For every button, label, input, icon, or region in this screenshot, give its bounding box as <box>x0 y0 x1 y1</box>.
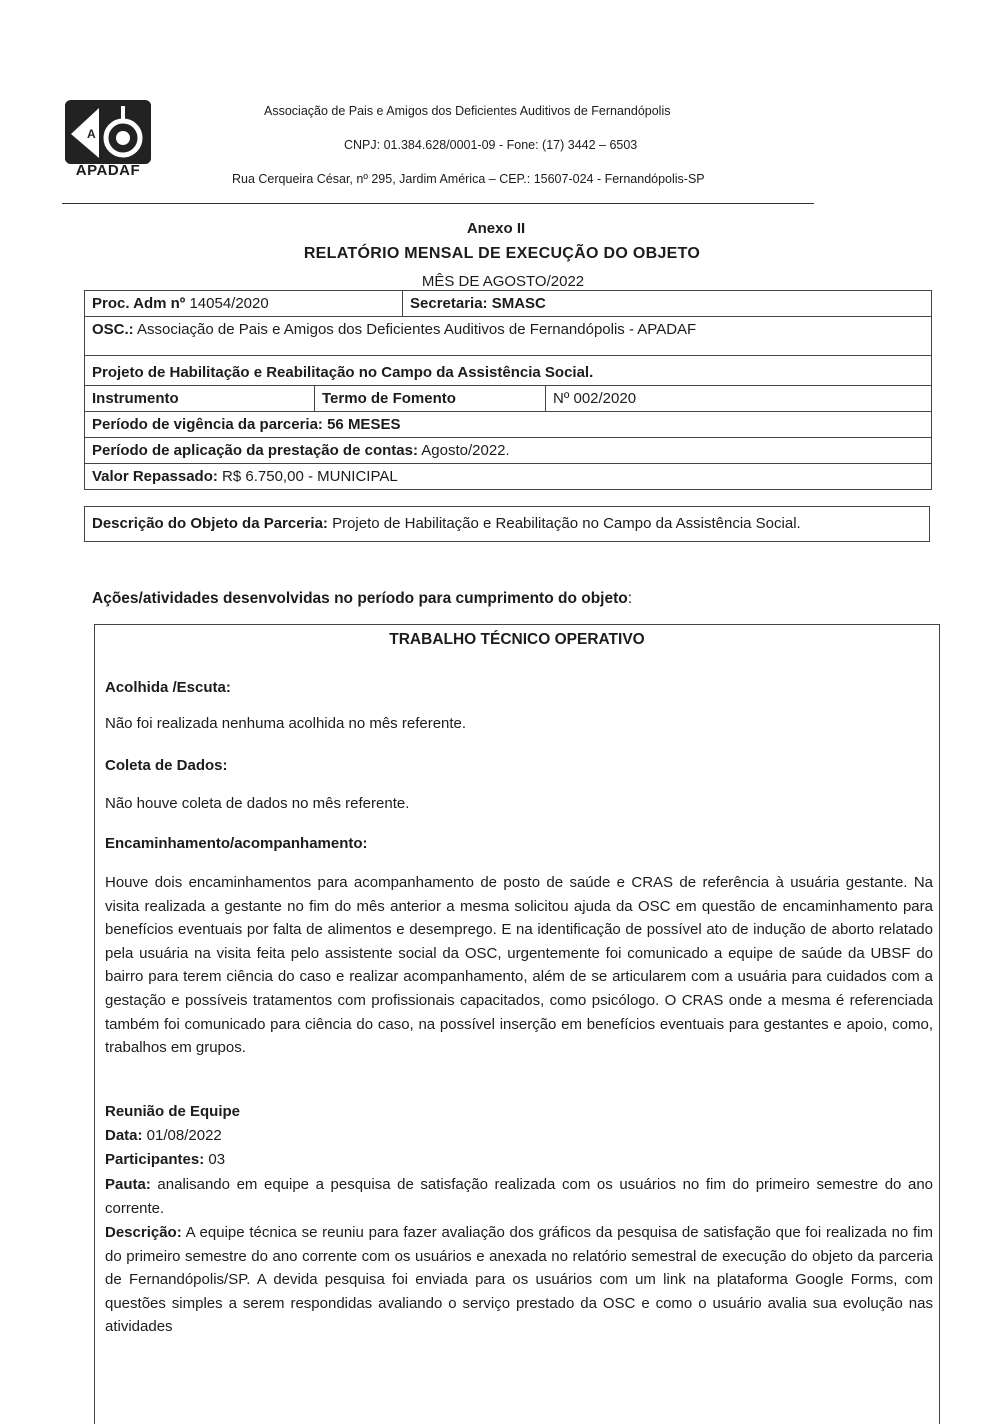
row-proc-secretaria <box>85 291 931 317</box>
svg-text:A: A <box>87 127 96 141</box>
reuniao-pauta <box>105 1173 933 1220</box>
row-instrument <box>85 386 931 412</box>
valor-value: R$ 6.750,00 - MUNICIPAL <box>217 468 398 485</box>
aplicacao-value: Agosto/2022. <box>417 442 510 459</box>
instrument-value: Termo de Fomento <box>315 386 546 411</box>
actions-heading-text: Ações/atividades desenvolvidas no período para cumprimento do objeto <box>92 590 628 607</box>
instrument-number: Nº 002/2020 <box>553 390 637 407</box>
logo-emblem-icon <box>65 100 151 164</box>
osc-value: Associação de Pais e Amigos dos Deficientes Auditivos de Fernandópolis - APADAF <box>133 321 697 338</box>
osc-label: OSC.: <box>92 321 134 338</box>
date-value: 01/08/2022 <box>142 1127 222 1144</box>
aplicacao-cell <box>85 438 517 463</box>
proc-label: Proc. Adm nº <box>92 295 186 312</box>
header-divider <box>62 203 814 204</box>
project-name: Projeto de Habilitação e Reabilitação no Campo da Assistência Social. <box>92 364 594 381</box>
address: Rua Cerqueira César, nº 295, Jardim América – CEP.: 15607-024 - Fernandópolis-SP <box>232 172 705 186</box>
project-info-table <box>84 290 932 490</box>
description-label: Descrição do Objeto da Parceria: <box>92 515 328 532</box>
osc-cell <box>85 317 703 355</box>
participants-label: Participantes: <box>105 1151 205 1168</box>
date-label: Data: <box>105 1127 143 1144</box>
reuniao-heading: Reunião de Equipe <box>105 1103 241 1120</box>
vigencia: Período de vigência da parceria: 56 MESES <box>92 416 401 433</box>
row-vigencia <box>85 412 931 438</box>
row-aplicacao <box>85 438 931 464</box>
actions-heading <box>92 590 632 608</box>
acolhida-text: Não foi realizada nenhuma acolhida no mês referente. <box>105 715 467 732</box>
organization-name: Associação de Pais e Amigos dos Deficientes Auditivos de Fernandópolis <box>264 104 671 118</box>
coleta-text: Não houve coleta de dados no mês referente. <box>105 795 410 812</box>
acolhida-heading: Acolhida /Escuta: <box>105 679 231 696</box>
apadaf-logo <box>62 100 154 178</box>
pauta-label: Pauta: <box>105 1176 151 1193</box>
participants-value: 03 <box>204 1151 226 1168</box>
reuniao-date <box>105 1127 933 1144</box>
description-text: Projeto de Habilitação e Reabilitação no Campo da Assistência Social. <box>327 515 801 532</box>
actions-heading-colon: : <box>627 590 633 607</box>
logo-emblem <box>65 100 151 164</box>
reuniao-description-value: A equipe técnica se reuniu para fazer avaliação dos gráficos da pesquisa de satisfação que foi realizada no fim do primeiro semestre do ano corrente com os usuários e anexada no relatório semestral de execução do objeto da parceria de Fernandópolis/SP. A devida pesquisa foi enviada para os usuários com um link na plataforma Google Forms, com questões simples a serem respondidas avaliando o serviço prestado da OSC e como o usuário avalia sua evolução nas atividades <box>105 1224 933 1336</box>
encaminhamento-text: Houve dois encaminhamentos para acompanhamento de posto de saúde e CRAS de referência à usuária gestante. Na visita realizada a gestante no fim do mês anterior a mesma solicitou ajuda da OSC em questão de encaminhamento para benefícios eventuais por falta de alimentos e desemprego. E na identificação de possível ato de indução de aborto relatado pela usuária na visita feita pelo assistente social da OSC, urgentemente foi comunicado a equipe de saúde da UBSF do bairro para terem ciência do caso e realizar acompanhamento, além de se articularem com a usuária para cuidados com a gestação e possíveis tratamentos com profissionais capacitados, como psicólogo. O CRAS onde a mesma é referenciada também foi comunicado para ciência do caso, na possível inserção em benefícios eventuais para gestantes e apoio, como, trabalhos em grupos. <box>105 874 933 1057</box>
aplicacao-label: Período de aplicação da prestação de contas: <box>92 442 418 459</box>
valor-label: Valor Repassado: <box>92 468 218 485</box>
row-osc <box>85 317 931 356</box>
cnpj-phone: CNPJ: 01.384.628/0001-09 - Fone: (17) 3442 – 6503 <box>344 138 638 152</box>
logo-text: APADAF <box>75 162 141 179</box>
technical-work-box <box>94 624 940 1424</box>
instrument-label: Instrumento <box>85 386 315 411</box>
object-description-box <box>84 506 930 542</box>
coleta-heading: Coleta de Dados: <box>105 757 228 774</box>
reuniao-description <box>105 1221 933 1339</box>
reuniao-description-label: Descrição: <box>105 1224 182 1241</box>
reuniao-participants <box>105 1151 933 1168</box>
annex-title: Anexo II <box>466 220 526 237</box>
pauta-value: analisando em equipe a pesquisa de satisfação realizada com os usuários no fim do primeiro semestre do ano corrente. <box>105 1176 933 1217</box>
row-project <box>85 356 931 386</box>
secretaria-cell: Secretaria: SMASC <box>410 295 546 312</box>
row-valor <box>85 464 931 489</box>
proc-value: 14054/2020 <box>185 295 269 312</box>
work-title: TRABALHO TÉCNICO OPERATIVO <box>389 631 645 648</box>
valor-cell <box>85 464 405 489</box>
encaminhamento-heading: Encaminhamento/acompanhamento: <box>105 835 368 852</box>
report-month: MÊS DE AGOSTO/2022 <box>421 273 585 290</box>
proc-cell <box>85 291 403 316</box>
report-title: RELATÓRIO MENSAL DE EXECUÇÃO DO OBJETO <box>303 245 701 262</box>
